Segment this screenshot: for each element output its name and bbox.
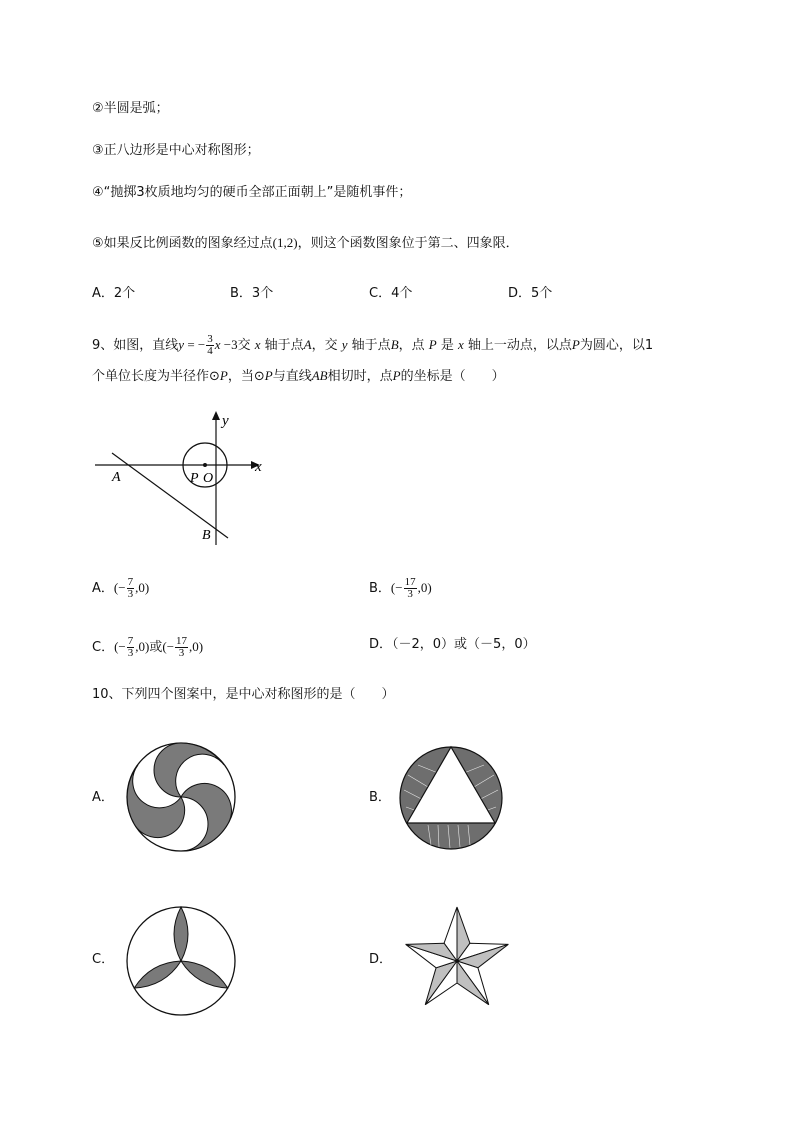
q8-option-c: C．4个 (369, 286, 413, 301)
q9-option-c-or: 或 (149, 640, 163, 655)
q9-point-b: B (390, 337, 399, 352)
q10-option-c-label: C． (92, 952, 115, 967)
q10-option-a-label: A． (92, 790, 114, 805)
q9-option-a (92, 577, 149, 600)
q9-text8: 为圆心，以1 (579, 338, 654, 353)
q10-figure-c (125, 905, 237, 1017)
q9-option-c-open1: (− (114, 639, 126, 654)
q9-option-a-open: (− (113, 580, 126, 595)
q9-option-b (369, 577, 432, 600)
q9-option-d: D．（－2，0）或（－5，0） (369, 637, 536, 652)
q9-eq-tail: −3 (220, 337, 238, 352)
q9-eq-fraction (206, 334, 214, 357)
q9-line2-a: 个单位长度为半径作⊙ (92, 369, 220, 384)
q9-figure (90, 405, 280, 550)
q9-option-a-frac (127, 577, 135, 600)
label-x: x (255, 459, 262, 475)
q9-text1: 交 (237, 338, 255, 353)
q9-option-c-den1: 3 (127, 647, 134, 659)
q8-option-a: A．2个 (92, 286, 136, 301)
q9-point-p: P (428, 337, 437, 352)
q9-eq-x: x (214, 337, 221, 352)
label-b: B (202, 528, 211, 543)
q9-text5: ，点 (398, 338, 429, 353)
q9-line2-b: ，当⊙ (227, 369, 265, 384)
label-p: P (190, 471, 199, 486)
q9-option-b-num: 17 (404, 576, 416, 588)
q9-option-c (92, 636, 203, 659)
statement-5-post: ，则这个函数图象位于第二、四象限． (297, 236, 519, 251)
q8-option-d: D．5个 (508, 286, 553, 301)
q9-option-b-close: ,0) (417, 580, 432, 595)
q10-figure-d (400, 904, 514, 1012)
statement-5-point: (1,2) (272, 235, 298, 250)
q9-option-b-open: (− (390, 580, 403, 595)
q9-line2-d: 相切时，点 (327, 369, 393, 384)
q9-line2-p1: P (219, 368, 228, 383)
q10-option-d-label: D． (369, 952, 393, 967)
q9-option-b-den: 3 (407, 588, 413, 600)
q9-option-a-num: 7 (127, 576, 134, 588)
label-y: y (222, 413, 229, 429)
q9-eq-sign: = − (184, 337, 206, 352)
statement-2: ②半圆是弧； (92, 101, 169, 116)
statement-5 (92, 234, 519, 253)
statement-5-pre: ⑤如果反比例函数的图象经过点 (92, 236, 273, 251)
q9-prefix: 9、如图，直线 (92, 338, 179, 353)
q9-line2-c: 与直线 (272, 369, 312, 384)
q9-line2-p3: P (392, 368, 401, 383)
q9-text4: 轴于点 (347, 338, 391, 353)
q9-x-word-2: x (458, 337, 464, 352)
q9-option-a-den: 3 (127, 588, 134, 600)
q9-text7: 轴上一动点，以点 (463, 338, 572, 353)
line-ab (112, 453, 228, 538)
q9-text3: ，交 (311, 338, 342, 353)
q9-option-c-frac2 (175, 636, 188, 659)
q9-line-ab: AB (311, 368, 328, 383)
q9-text2: 轴于点 (260, 338, 304, 353)
q9-option-c-den2: 3 (178, 647, 185, 659)
q8-option-b: B．3个 (230, 286, 274, 301)
q10-stem: 10、下列四个图案中，是中心对称图形的是（ ） (92, 687, 395, 702)
y-axis-arrow (212, 411, 220, 420)
q9-line2-e: 的坐标是（ ） (400, 369, 505, 384)
q10-figure-b (398, 745, 504, 851)
label-a: A (112, 470, 121, 485)
q9-stem-line1 (92, 334, 653, 357)
q9-point-p-2: P (571, 337, 580, 352)
q9-option-a-label: A． (92, 581, 114, 596)
q9-text6: 是 (436, 338, 458, 353)
q9-option-c-frac1 (127, 636, 135, 659)
q9-option-c-open2: (− (162, 639, 175, 654)
label-o: O (203, 471, 214, 486)
center-dot (203, 463, 207, 467)
q9-point-a: A (303, 337, 312, 352)
q9-stem-line2 (92, 367, 505, 386)
q9-line2-p2: P (264, 368, 273, 383)
q10-option-b-label: B． (369, 790, 391, 805)
q9-eq-y: y (178, 337, 185, 352)
q9-y-word: y (341, 337, 348, 352)
q9-option-a-close: ,0) (135, 580, 150, 595)
q9-option-c-close2: ,0) (189, 639, 204, 654)
q9-option-c-num1: 7 (127, 635, 134, 647)
q10-figure-a (125, 741, 237, 853)
q9-frac-den: 4 (207, 345, 213, 357)
q9-frac-num: 3 (207, 333, 213, 345)
statement-4: ④“抛掷3枚质地均匀的硬币全部正面朝上”是随机事件； (92, 185, 412, 200)
q9-option-c-label: C． (92, 640, 115, 655)
q9-option-c-close1: ,0) (135, 639, 150, 654)
q9-x-word: x (254, 337, 261, 352)
q9-option-b-frac (404, 577, 417, 600)
q9-option-b-label: B． (369, 581, 391, 596)
q9-option-c-num2: 17 (176, 635, 188, 647)
statement-3: ③正八边形是中心对称图形； (92, 143, 260, 158)
